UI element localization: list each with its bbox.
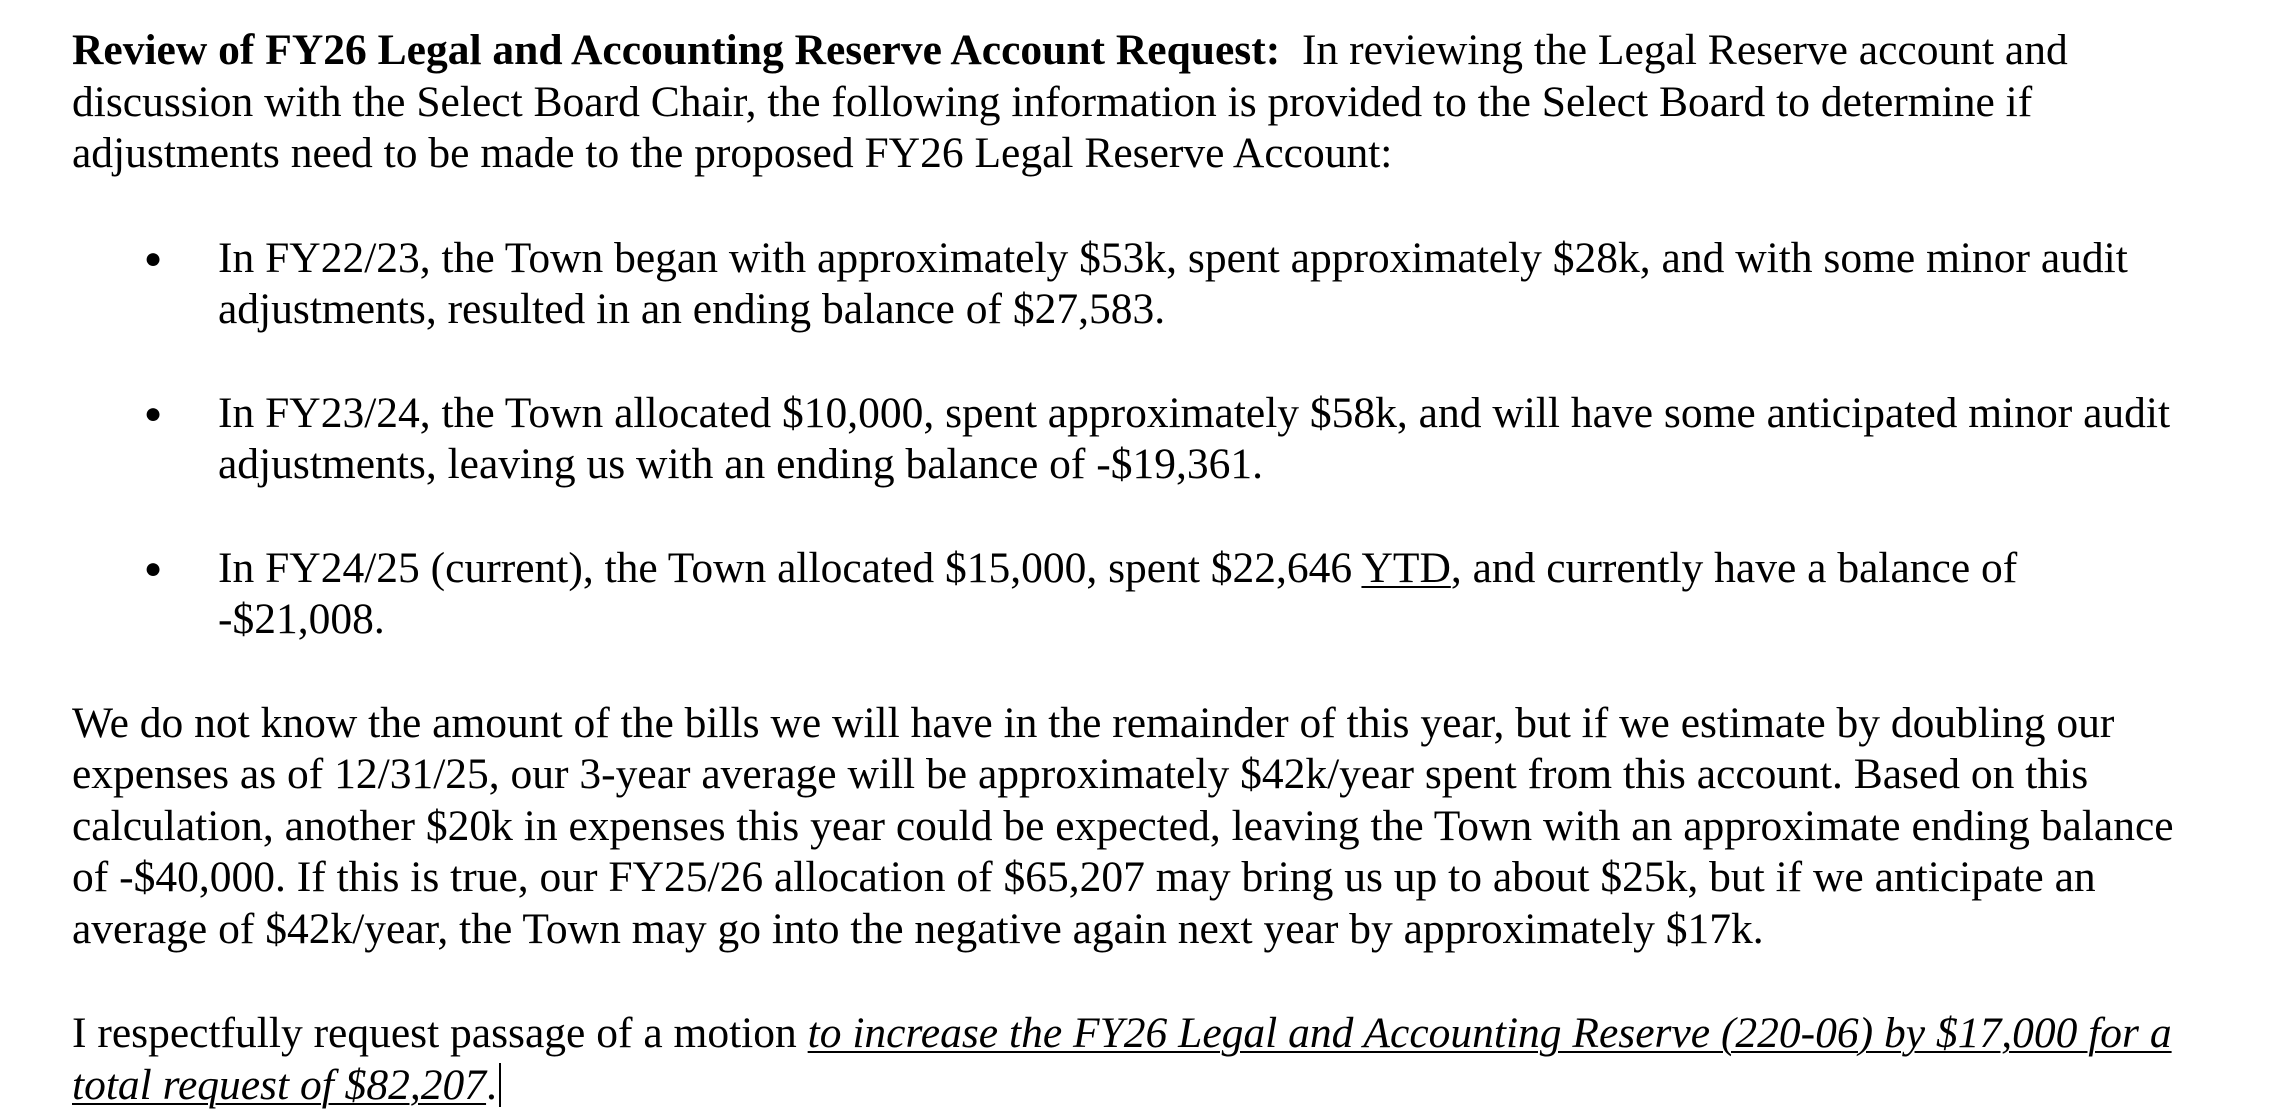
intro-paragraph: [72, 25, 2212, 180]
bullet-fy23-24: [72, 388, 2212, 491]
bullet-fy22-23: [72, 233, 2212, 336]
motion-text: to increase the FY26 Legal and Accounting Reserve (220-06) by $17,000 for a total request of $82,207: [72, 1009, 2172, 1109]
request-lead: I respectfully request passage of a motion: [72, 1009, 808, 1057]
bullet-text: In FY23/24, the Town allocated $10,000, spent approximately $58k, and will have some anticipated minor audit adjustments, leaving us with an ending balance of -$19,361.: [218, 388, 2171, 488]
bullet-marker: ●: [144, 396, 163, 430]
request-paragraph: [72, 1008, 2212, 1111]
fiscal-year-bullet-list: [72, 233, 2212, 646]
bullet-text: In FY22/23, the Town began with approximately $53k, spent approximately $28k, and with some minor audit adjustments, resulted in an ending balance of $27,583.: [218, 233, 2128, 333]
request-end: .: [486, 1060, 497, 1109]
bullet-fy24-25: [72, 543, 2212, 646]
bullet-marker: ●: [144, 551, 163, 585]
bullet-marker: ●: [144, 241, 163, 275]
estimate-paragraph: We do not know the amount of the bills we will have in the remainder of this year, but if we estimate by doubling our expenses as of 12/31/25, our 3-year average will be approximately $42k/year spent from this account. Based on this calculation, another $20k in expenses this year could be expected, leaving the Town with an approximate ending balance of -$40,000. If this is true, our FY25/26 allocation of $65,207 may bring us up to about $25k, but if we anticipate an average of $42k/year, the Town may go into the negative again next year by approximately $17k.: [72, 698, 2174, 953]
document-page[interactable]: [72, 25, 2212, 1111]
text-cursor: [499, 1063, 501, 1107]
intro-body: In reviewing the Legal Reserve account and discussion with the Select Board Chair, the following information is provided to the Select Board to determine if adjustments need to be made to the proposed FY26 Legal Reserve Account:: [72, 26, 2068, 177]
section-heading: Review of FY26 Legal and Accounting Reserve Account Request:: [72, 26, 1281, 74]
ytd-underlined-text: YTD: [1361, 543, 1451, 592]
bullet-text-before: In FY24/25 (current), the Town allocated $15,000, spent $22,646: [218, 543, 1362, 592]
bullet-text-after: , and currently have a balance of -$21,008.: [218, 543, 2018, 643]
